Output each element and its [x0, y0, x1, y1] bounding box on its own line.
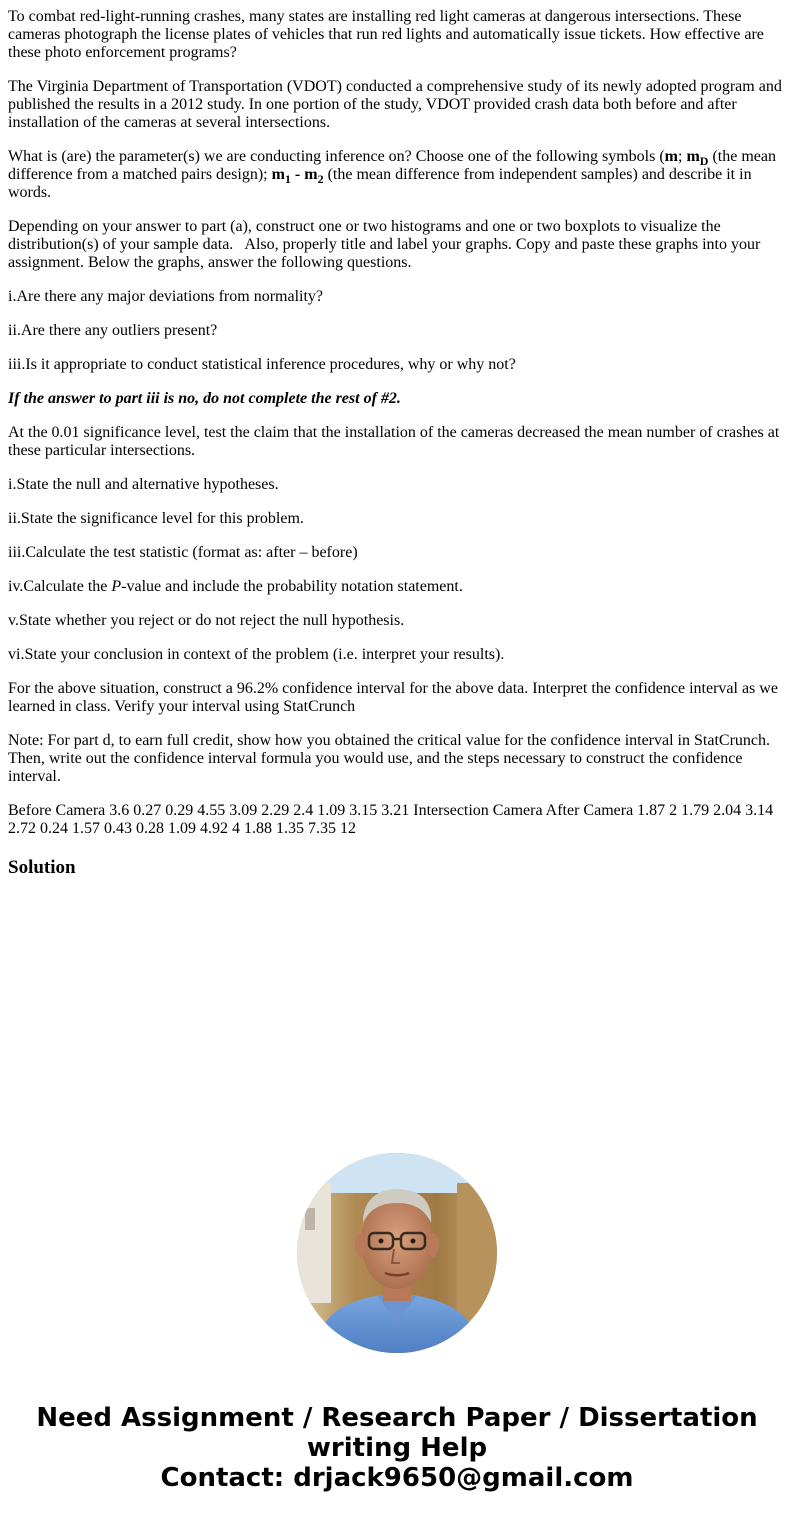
- symbol-m1-minus-m2: $m_1 - m_2$: [271, 166, 324, 186]
- symbol-m-d: $m_D$: [686, 148, 709, 168]
- part-d-paragraph: For the above situation, construct a 96.2% confidence interval for the above data. Interpret the confidence interval as we learned in class. Verify your interval using StatCrunch: [8, 680, 778, 715]
- part-c-item-ii: ii.State the significance level for this problem.: [8, 510, 304, 527]
- part-c-item-iv: iv.Calculate the P-value and include the probability notation statement.: [8, 578, 463, 595]
- solution-heading: Solution: [8, 857, 76, 878]
- warning-note: If the answer to part iii is no, do not complete the rest of #2.: [8, 390, 401, 407]
- part-b-item-iii: iii.Is it appropriate to conduct statistical inference procedures, why or why not?: [8, 356, 516, 373]
- part-c-item-iii: iii.Calculate the test statistic (format as: after – before): [8, 544, 358, 561]
- part-c-item-vi: vi.State your conclusion in context of the problem (i.e. interpret your results).: [8, 646, 505, 663]
- banner-line-2: writing Help: [306, 1433, 488, 1463]
- part-b-item-i: i.Are there any major deviations from normality?: [8, 288, 324, 305]
- part-c-item-v: v.State whether you reject or do not reject the null hypothesis.: [8, 612, 405, 629]
- part-a-paragraph: [8, 148, 784, 202]
- banner-contact-line: Contact: drjack9650@gmail.com: [160, 1463, 634, 1493]
- avatar: [297, 1153, 497, 1353]
- question-content: [8, 8, 784, 879]
- banner-line-1: Need Assignment / Research Paper / Dissertation: [36, 1403, 758, 1433]
- avatar-portrait-icon: [297, 1153, 497, 1353]
- part-c-paragraph: At the 0.01 significance level, test the claim that the installation of the cameras decreased the mean number of crashes at these particular intersections.: [8, 424, 780, 459]
- intro-paragraph: To combat red-light-running crashes, many states are installing red light cameras at dangerous intersections. These cameras photograph the license plates of vehicles that run red lights and automatically issue tickets. How effective are these photo enforcement programs?: [8, 8, 764, 61]
- part-a-post: (the mean difference from independent samples) and describe it in words.: [8, 166, 752, 201]
- note-paragraph: Note: For part d, to earn full credit, show how you obtained the critical value for the confidence interval in StatCrunch. Then, write out the confidence interval formula you would use, and the steps necessary to construct the confidence interval.: [8, 732, 770, 785]
- part-b-item-ii: ii.Are there any outliers present?: [8, 322, 218, 339]
- data-paragraph: Before Camera 3.6 0.27 0.29 4.55 3.09 2.29 2.4 1.09 3.15 3.21 Intersection Camera After Camera 1.87 2 1.79 2.04 3.14 2.72 0.24 1.57 0.43 0.28 1.09 4.92 4 1.88 1.35 7.35 12: [8, 802, 774, 837]
- part-a-pre: What is (are) the parameter(s) we are conducting inference on? Choose one of the following symbols (: [8, 148, 665, 165]
- symbol-m: m: [664, 148, 678, 165]
- separator: ;: [677, 148, 687, 165]
- contact-banner: [0, 1403, 794, 1493]
- study-paragraph: The Virginia Department of Transportation (VDOT) conducted a comprehensive study of its newly adopted program and published the results in a 2012 study. In one portion of the study, VDOT provided crash data both before and after installation of the cameras at several intersections.: [8, 78, 782, 131]
- part-a-mid: (the mean difference from a matched pairs design);: [8, 148, 776, 183]
- p-italic: P: [111, 578, 122, 595]
- part-b-paragraph: Depending on your answer to part (a), construct one or two histograms and one or two boxplots to visualize the distribution(s) of your sample data. Also, properly title and label your graphs. Copy and paste these graphs into your assignment. Below the graphs, answer the following questions.: [8, 218, 765, 271]
- part-c-item-i: i.State the null and alternative hypotheses.: [8, 476, 279, 493]
